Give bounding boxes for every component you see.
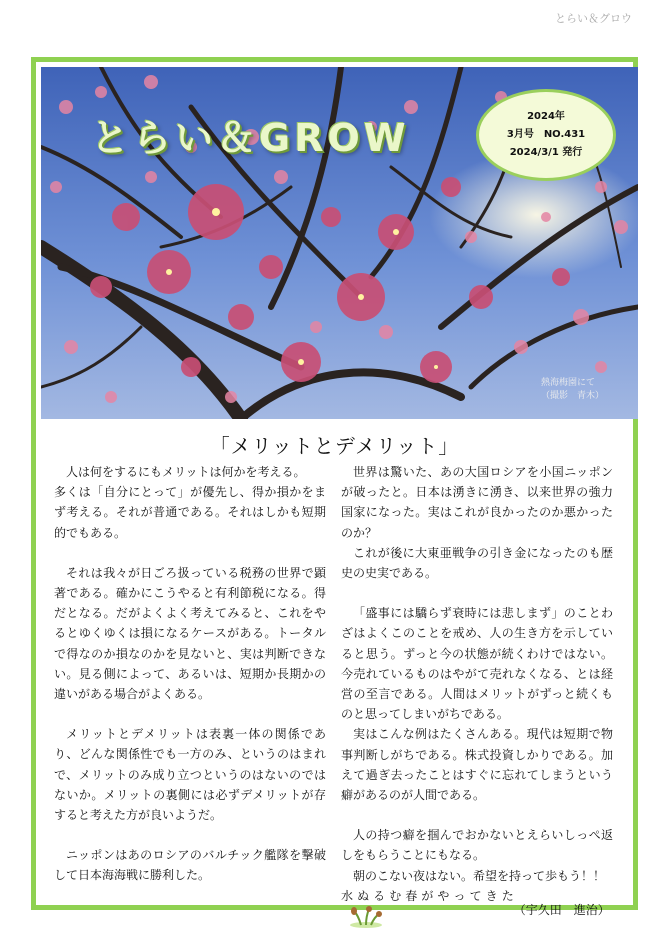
article-right-column (341, 462, 613, 934)
photo-caption-credit: （撮影 青木） (541, 391, 605, 401)
issue-year: 2024年 (527, 111, 565, 122)
masthead-title: とらい＆GROW (91, 116, 410, 160)
paragraph: 人は何をするにもメリットは何かを考える。 (66, 465, 306, 479)
closing-line (341, 886, 613, 934)
paragraph: これが後に大東亜戦争の引き金になったのも歴史の史実である。 (341, 545, 613, 581)
author-name: （宇久田 進治） (513, 902, 610, 917)
paragraph: 「盛事には驕らず衰時には悲しまず」のことわざはよくこのことを戒め、人の生き方を示していると思う。ずっと今の状態が続くわけではない。今売れているものはやがて売れなくなる、とは経営の至言である。人間はメリットがずっと続くものと思ってしまいがちである。 (341, 606, 613, 722)
paragraph: ニッポンはあのロシアのバルチック艦隊を撃破して日本海海戦に勝利した。 (54, 848, 326, 883)
article-headline: 「メリットとデメリット」 (209, 434, 460, 458)
paragraph: 多くは「自分にとって」が優先し、得か損かをまず考える。それが普通である。それはしかも短期的でもある。 (54, 485, 326, 540)
newsletter-frame (31, 57, 638, 917)
photo-caption-location: 熱海梅園にて (541, 378, 596, 388)
photo-caption (541, 377, 604, 403)
paragraph: それは我々が日ごろ扱っている税務の世界で顕著である。確かにこうやると有利節税になる。得だとなる。だがよくよく考えてみると、これをやるとゆくゆくは損になるケースがある。トータルで得なのか損なのかを見ないと、実は判断できない。見る側によって、あるいは、短期か長期かの違いがある場合がよくある。 (54, 565, 326, 702)
closing-text: 水ぬるむ春がやってきた (341, 888, 514, 903)
header-tag: とらい＆グロウ (555, 12, 632, 25)
issue-badge (476, 89, 616, 181)
paragraph: 人の持つ癖を掴んでおかないとえらいしっぺ返しをもらうことにもなる。 (341, 828, 613, 863)
paragraph: メリットとデメリットは表裏一体の関係であり、どんな関係性でも一方のみ、というのはまれで、メリットのみ成り立つというのはないのではないか。メリットの裏側には必ずデメリットが存すると考えた方が良いようだ。 (54, 727, 326, 823)
paragraph: 朝のこない夜はない。希望を持って歩もう！！ (353, 868, 606, 883)
issue-number: 3月号 NO.431 (506, 129, 586, 140)
sprout-icon (349, 906, 383, 934)
article-left-column (54, 462, 326, 886)
issue-date: 2024/3/1 発行 (509, 147, 583, 158)
paragraph: 実はこんな例はたくさんある。現代は短期で物事判断しがちである。株式投資しかりである。加えて過ぎ去ったことはすぐに忘れてしまうという癖があるのが人間である。 (341, 727, 613, 803)
cover-photo (41, 67, 638, 419)
paragraph: 世界は驚いた、あの大国ロシアを小国ニッポンが破ったと。日本は湧きに湧き、以来世界の強力国家になった。実はこれが良かったのか悪かったのか？ (341, 465, 613, 540)
